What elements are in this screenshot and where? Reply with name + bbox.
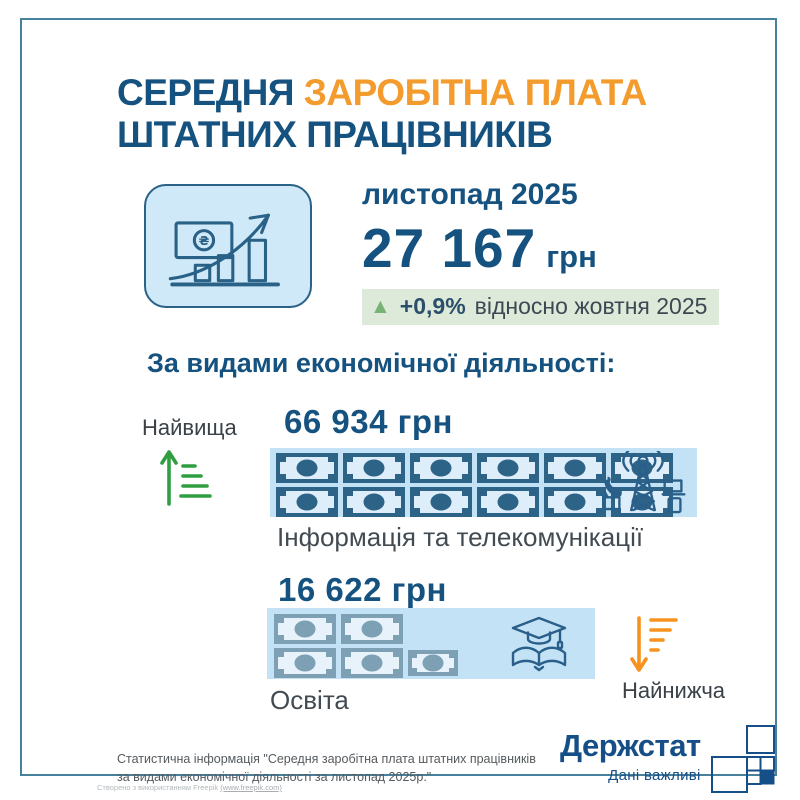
average-salary (362, 216, 719, 280)
banknote-icon (343, 453, 405, 483)
sort-ascending-icon (158, 444, 214, 510)
banknote-icon (341, 614, 403, 644)
freepik-link[interactable]: (www.freepik.com) (220, 783, 282, 792)
banknote-icon (276, 487, 338, 517)
banknote-icon (276, 453, 338, 483)
highest-amount: 66 934 грн (284, 403, 453, 440)
lowest-bar (267, 608, 595, 679)
education-icon (505, 615, 573, 673)
highest-label: Найвища (142, 415, 237, 440)
change-caption: відносно жовтня 2025 (474, 293, 708, 319)
banknote-icon (410, 487, 472, 517)
banknote-icon (274, 614, 336, 644)
banknote-icon (477, 487, 539, 517)
source-line1: Статистична інформація "Середня заробітна плата штатних працівників (117, 752, 536, 766)
change-badge (362, 289, 719, 325)
money-growth-icon (158, 196, 298, 296)
derzhstat-squares-icon (709, 724, 777, 794)
period-label: листопад 2025 (362, 178, 578, 211)
up-triangle-icon: ▲ (370, 294, 391, 318)
sort-descending-icon (628, 610, 680, 678)
highest-bar (270, 448, 697, 517)
currency-label: грн (546, 239, 597, 274)
money-growth-iconbox (144, 184, 312, 308)
banknote-icon (408, 650, 458, 676)
lowest-category-name: Освіта (270, 685, 349, 715)
change-value: +0,9% (399, 293, 466, 319)
freepik-credit (97, 783, 282, 792)
title-part2: ЗАРОБІТНА ПЛАТА (303, 72, 647, 113)
infographic-card (20, 18, 777, 784)
section-heading: За видами економічної діяльності: (147, 348, 616, 378)
lowest-label: Найнижча (622, 678, 726, 703)
logo-tagline: Дані важливі (608, 767, 701, 784)
highest-category-name: Інформація та телекомунікації (277, 522, 644, 552)
lowest-amount: 16 622 грн (278, 571, 447, 608)
credit-text: Створено з використанням Freepik (97, 783, 221, 792)
svg-text:₴: ₴ (198, 233, 210, 249)
average-salary-value: 27 167 (362, 217, 537, 279)
telecom-icon (597, 451, 689, 514)
banknote-icon (274, 648, 336, 678)
logo-name: Держстат (560, 728, 701, 763)
source-note (117, 751, 536, 786)
banknote-icon (341, 648, 403, 678)
title-line2: ШТАТНИХ ПРАЦІВНИКІВ (117, 114, 553, 156)
title-part1: СЕРЕДНЯ (117, 72, 304, 113)
derzhstat-logo (560, 724, 777, 794)
source-line2: за видами економічної діяльності за листопад 2025р." (117, 769, 432, 784)
page-title (117, 72, 647, 156)
banknote-icon (410, 453, 472, 483)
banknote-icon (343, 487, 405, 517)
banknote-icon (477, 453, 539, 483)
